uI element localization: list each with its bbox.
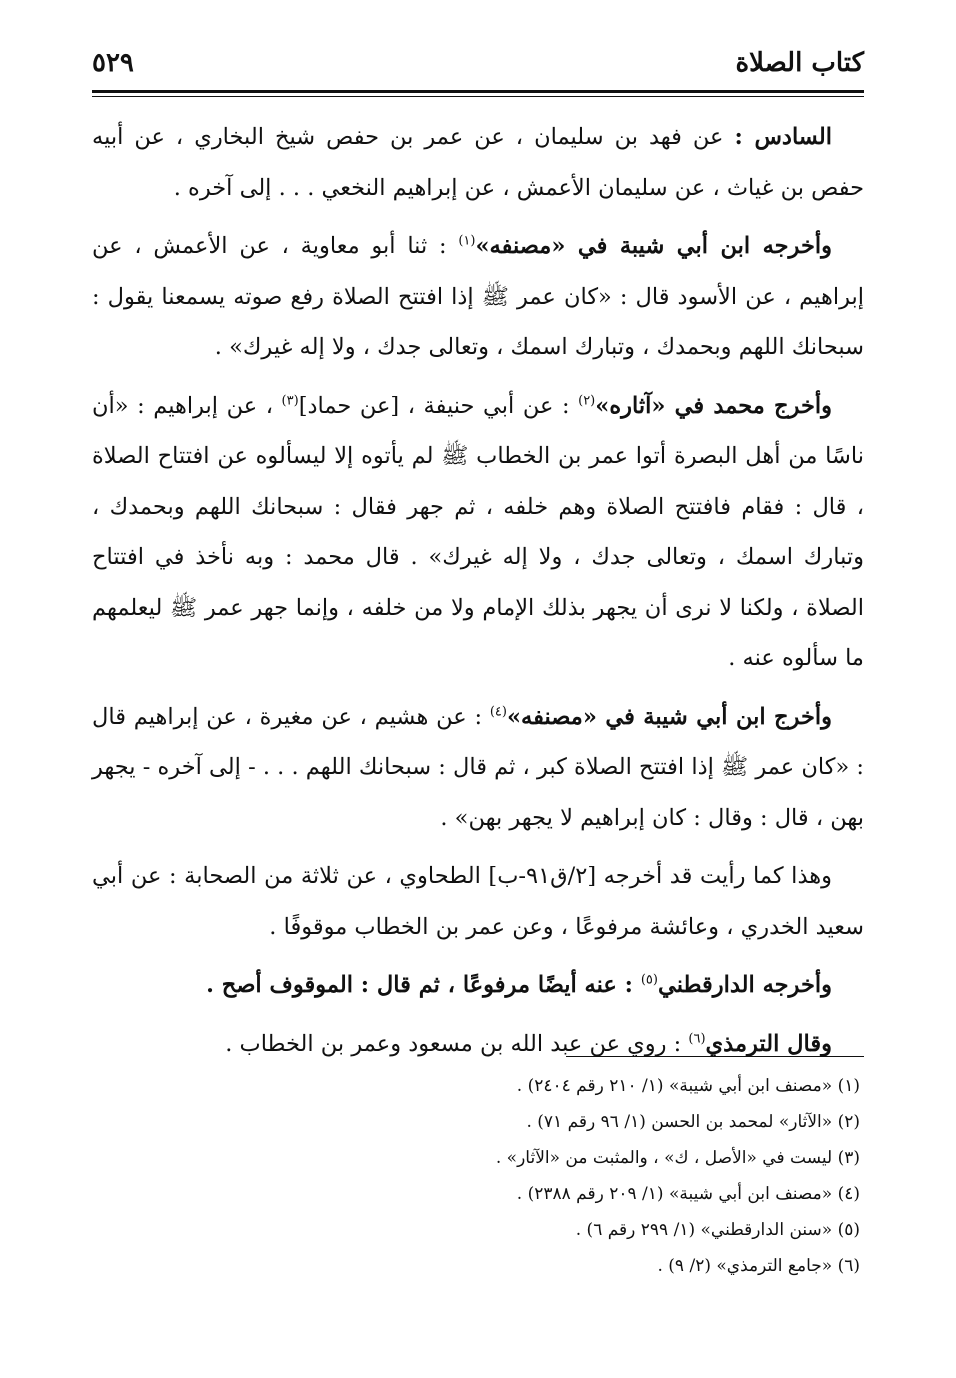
- footnote-ref: (٦): [688, 1031, 706, 1046]
- page-number: ٥٢٩: [92, 48, 134, 78]
- paragraph-lead: وأخرجه ابن أبي شيبة في «مصنفه»: [475, 233, 832, 259]
- paragraph-text: : عن هشيم ، عن مغيرة ، عن إبراهيم قال : «كان عمر ﷺ إذا افتتح الصلاة كبر ، ثم قال : سبحانك اللهم . . . - إلى آخره - يجهر بهن ، قال : وقال : كان إبراهيم لا يجهر بهن» .: [92, 703, 864, 831]
- footnote: (٢) «الآثار» لمحمد بن الحسن (١/ ٩٦ رقم ٧١) .: [526, 1112, 860, 1132]
- footnote-ref: (١): [458, 233, 476, 249]
- paragraph-text: ، عن إبراهيم : «أن ناسًا من أهل البصرة أتوا عمر بن الخطاب ﷺ لم يأتوه إلا ليسألوه عن افتتاح الصلاة ، قال : فقام فافتتح الصلاة وهم خلفه ، ثم جهر فقال : سبحانك اللهم وبحمدك ، وتبارك اسمك ، وتعالى جدك ، ولا إله غيرك» . قال محمد : وبه نأخذ في افتتاح الصلاة ، ولكنا لا نرى أن يجهر بذلك الإمام ولا من خلفه ، وإنما جهر عمر ﷺ ليعلمهم ما سألوه عنه .: [92, 392, 864, 671]
- running-title: كتاب الصلاة: [735, 48, 864, 78]
- footnotes: [92, 1068, 864, 1284]
- footnote: (٦) «جامع الترمذي» (٢/ ٩) .: [657, 1256, 860, 1276]
- footnote: (٣) ليست في «الأصل ، ك» ، والمثبت من «الآثار» .: [495, 1148, 860, 1168]
- footnote-ref: (٢): [578, 393, 596, 408]
- paragraph: [92, 221, 864, 373]
- paragraph-lead: وقال الترمذي: [705, 1030, 832, 1057]
- footnote: (١) «مصنف ابن أبي شيبة» (١/ ٢١٠ رقم ٢٤٠٤) .: [516, 1076, 860, 1096]
- paragraph-lead: السادس :: [734, 124, 832, 150]
- footnote: (٥) «سنن الدارقطني» (١/ ٢٩٩ رقم ٦) .: [575, 1220, 860, 1240]
- footnote-ref: (٤): [489, 704, 507, 719]
- header-rule-thin: [92, 96, 864, 97]
- paragraph: [92, 960, 864, 1011]
- page-header: [92, 44, 864, 84]
- paragraph-text: : ثنا أبو معاوية ، عن الأعمش ، عن إبراهيم ، عن الأسود قال : «كان عمر ﷺ إذا افتتح الصلاة رفع صوته يسمعنا يقول : سبحانك اللهم وبحمدك ، وتبارك اسمك ، وتعالى جدك ، ولا إله غيرك» .: [92, 233, 864, 360]
- paragraph: [92, 381, 864, 684]
- paragraph-lead: وأخرج محمد في «آثاره»: [595, 392, 832, 419]
- paragraph-text: : عن أبي حنيفة ، [عن حماد]: [298, 392, 579, 419]
- body-text: [92, 112, 864, 1077]
- paragraph-text: : روي عن عبد الله بن مسعود وعمر بن الخطاب .: [225, 1030, 689, 1057]
- header-rule-thick: [92, 90, 864, 93]
- paragraph: [92, 112, 864, 213]
- paragraph-text: عن فهد بن سليمان ، عن عمر بن حفص شيخ البخاري ، عن أبيه حفص بن غياث ، عن سليمان الأعمش ، عن إبراهيم النخعي . . . إلى آخره .: [92, 124, 864, 201]
- paragraph-text: وهذا كما رأيت قد أخرجه [٢/ق٩١-ب] الطحاوي ، عن ثلاثة من الصحابة : عن أبي سعيد الخدري ، وعائشة مرفوعًا ، وعن عمر بن الخطاب موقوفًا .: [92, 863, 864, 940]
- paragraph-lead: وأخرج ابن أبي شيبة في «مصنفه»: [506, 703, 832, 730]
- paragraph: [92, 851, 864, 952]
- paragraph-lead: وأخرجه الدارقطني: [657, 972, 832, 998]
- paragraph: [92, 1019, 864, 1070]
- footnote-ref: (٥): [640, 972, 658, 988]
- footnote-separator: [566, 1056, 864, 1057]
- paragraph: [92, 692, 864, 844]
- footnote-ref: (٣): [281, 393, 299, 408]
- footnote: (٤) «مصنف ابن أبي شيبة» (١/ ٢٠٩ رقم ٢٣٨٨) .: [516, 1184, 860, 1204]
- paragraph-text: : عنه أيضًا مرفوعًا ، ثم قال : الموقوف أصح .: [206, 972, 641, 998]
